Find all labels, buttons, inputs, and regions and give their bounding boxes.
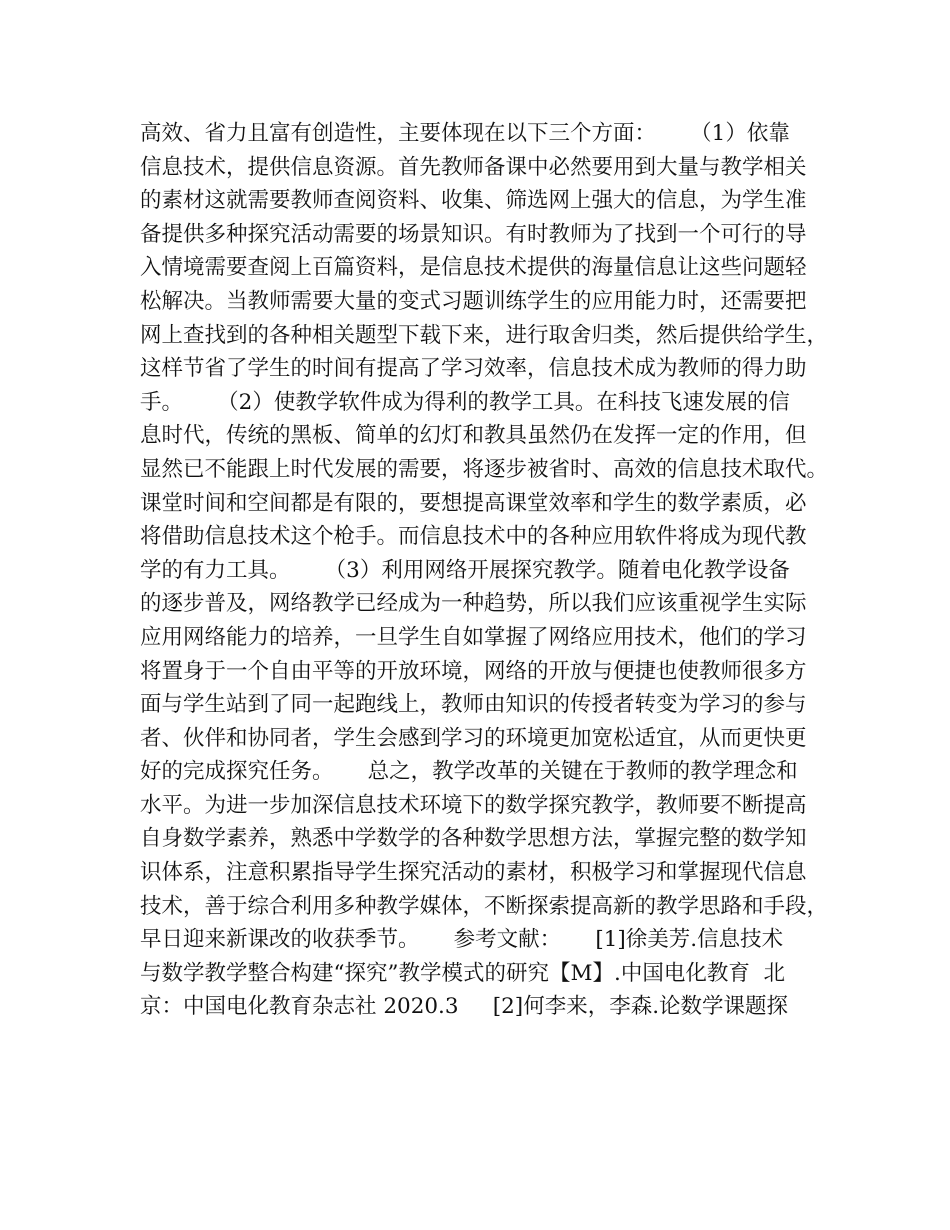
text-line: 将置身于一个自由平等的开放环境，网络的开放与便捷也使教师很多方 — [140, 658, 807, 684]
text-line: 技术，善于综合利用多种教学媒体，不断探索提高新的教学思路和手段， — [140, 893, 829, 919]
text-line: 网上查找到的各种相关题型下载下来，进行取舍归类，然后提供给学生， — [140, 322, 829, 348]
text-line: 应用网络能力的培养，一旦学生自如掌握了网络应用技术，他们的学习 — [140, 624, 807, 650]
text-line: 显然已不能跟上时代发展的需要，将逐步被省时、高效的信息技术取代。 — [140, 456, 829, 482]
text-line: 水平。为进一步加深信息技术环境下的数学探究教学，教师要不断提高 — [140, 792, 807, 818]
text-line: 早日迎来新课改的收获季节。 参考文献： [1]徐美芳.信息技术 — [140, 927, 784, 953]
text-line: 的素材这就需要教师查阅资料、收集、筛选网上强大的信息，为学生准 — [140, 188, 807, 214]
text-line: 课堂时间和空间都是有限的，要想提高课堂效率和学生的数学素质，必 — [140, 490, 807, 516]
text-line: 者、伙伴和协同者，学生会感到学习的环境更加宽松适宜，从而更快更 — [140, 725, 807, 751]
text-line: 高效、省力且富有创造性，主要体现在以下三个方面： （1）依靠 — [140, 121, 790, 146]
text-line: 备提供多种探究活动需要的场景知识。有时教师为了找到一个可行的导 — [140, 221, 807, 247]
text-line: 面与学生站到了同一起跑线上，教师由知识的传授者转变为学习的参与 — [140, 692, 807, 718]
text-line: 信息技术，提供信息资源。首先教师备课中必然要用到大量与教学相关 — [140, 154, 807, 180]
text-line: 好的完成探究任务。 总之，教学改革的关键在于教师的教学理念和 — [140, 759, 798, 785]
text-line: 京：中国电化教育杂志社 2020.3 [2]何李来，李森.论数学课题探 — [140, 994, 789, 1020]
text-line: 息时代，传统的黑板、简单的幻灯和教具虽然仍在发挥一定的作用，但 — [140, 423, 807, 449]
text-line: 将借助信息技术这个枪手。而信息技术中的各种应用软件将成为现代教 — [140, 524, 807, 550]
text-line: 这样节省了学生的时间有提高了学习效率，信息技术成为教师的得力助 — [140, 356, 807, 382]
text-line: 自身数学素养，熟悉中学数学的各种数学思想方法，掌握完整的数学知 — [140, 826, 807, 852]
text-line: 的逐步普及，网络教学已经成为一种趋势，所以我们应该重视学生实际 — [140, 591, 807, 617]
text-line: 松解决。当教师需要大量的变式习题训练学生的应用能力时，还需要把 — [140, 288, 807, 314]
text-line: 学的有力工具。 （3）利用网络开展探究教学。随着电化教学设备 — [140, 557, 790, 583]
body-text — [140, 117, 830, 1024]
text-line: 入情境需要查阅上百篇资料，是信息技术提供的海量信息让这些问题轻 — [140, 255, 807, 281]
text-line: 识体系，注意积累指导学生探究活动的素材，积极学习和掌握现代信息 — [140, 860, 807, 886]
text-line: 与数学教学整合构建“探究”教学模式的研究【M】.中国电化教育 北 — [140, 960, 786, 986]
text-line: 手。 （2）使教学软件成为得利的教学工具。在科技飞速发展的信 — [140, 389, 790, 415]
